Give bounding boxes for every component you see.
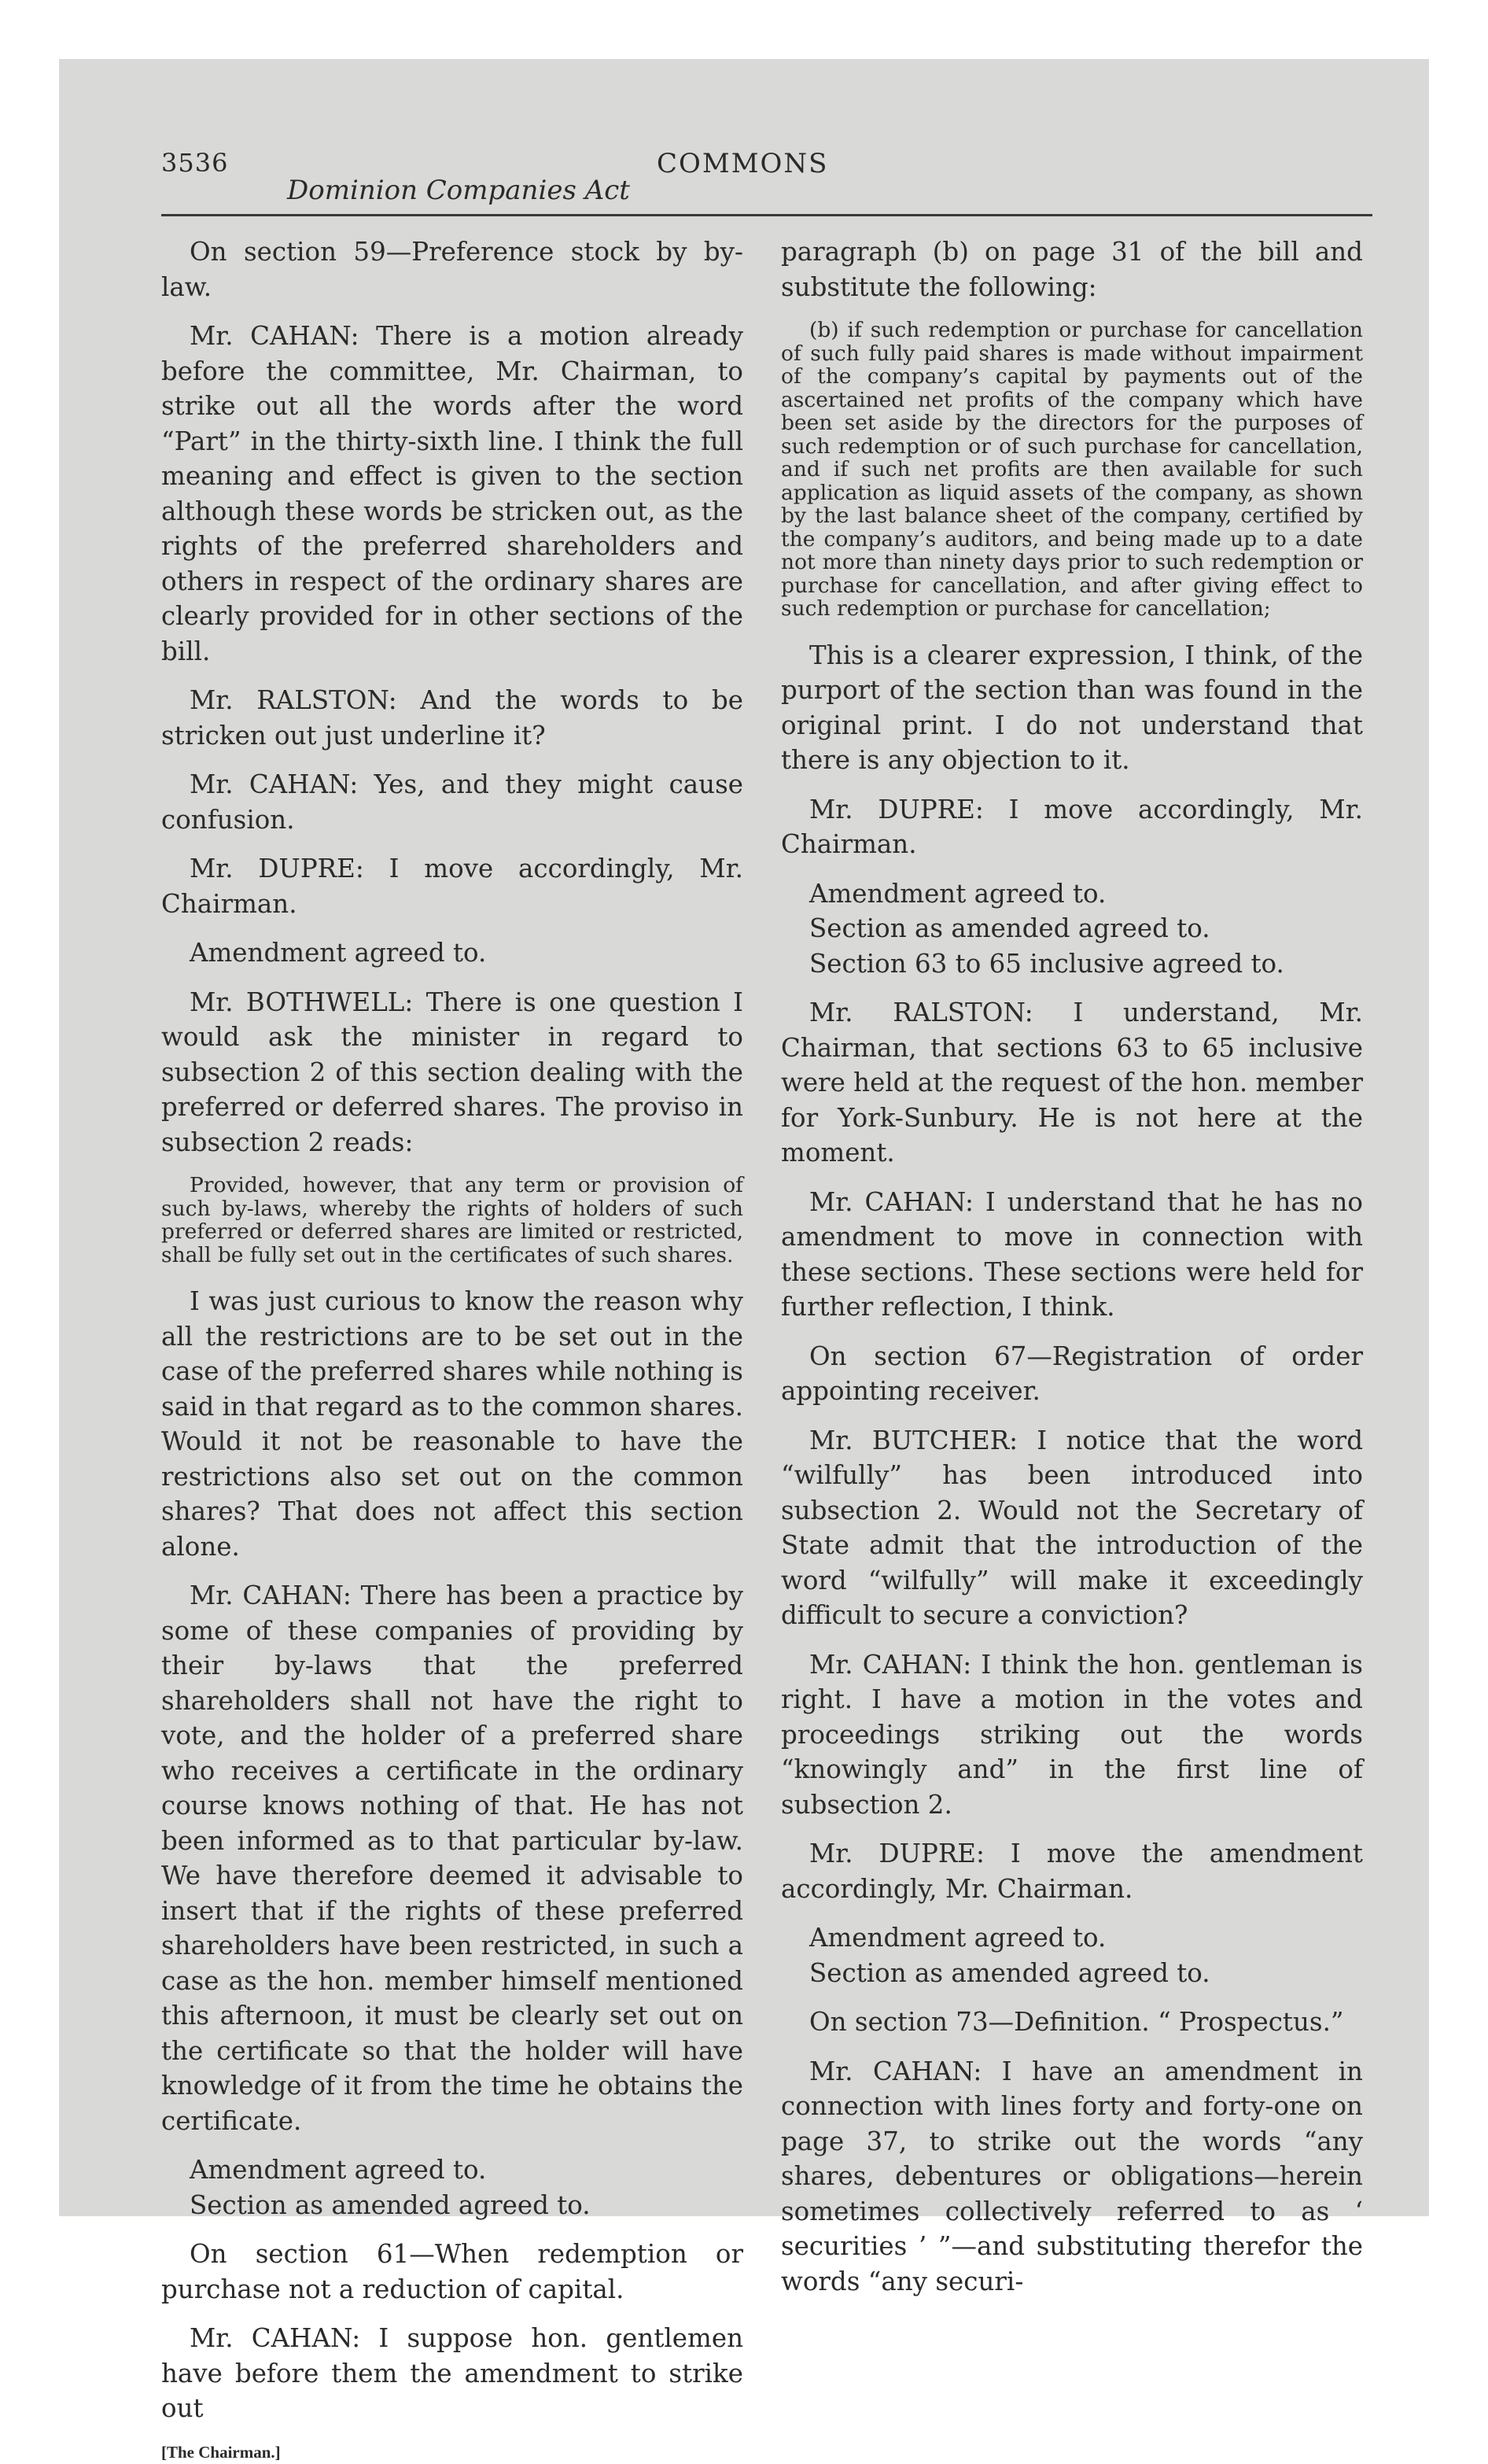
paragraph: Mr. BOTHWELL: There is one question I would ask the minister in regard to subsection 2 of this section dealing with the preferred or deferred shares. The proviso in subsection 2 reads: <box>161 987 743 1157</box>
paragraph: Mr. CAHAN: I think the hon. gentleman is right. I have a motion in the votes and proceedings striking out the words “knowingly and” in the first line of subsection 2. <box>781 1649 1363 1820</box>
paragraph: This is a clearer expression, I think, of the purport of the section than was found in the original print. I do not understand that there is any objection to it. <box>781 640 1363 775</box>
speaker-footer-tag: [The Chairman.] <box>161 2442 281 2462</box>
paragraph: Mr. CAHAN: Yes, and they might cause confusion. <box>161 769 743 835</box>
paragraph: Mr. DUPRE: I move the amendment accordingly, Mr. Chairman. <box>781 1839 1363 1904</box>
paragraph: Mr. RALSTON: I understand, Mr. Chairman, that sections 63 to 65 inclusive were held at the request of the hon. member for York-Sunbury. He is not here at the moment. <box>781 998 1363 1167</box>
paragraph: Mr. CAHAN: There has been a practice by some of these companies of providing by their by-laws that the preferred shareholders shall not have the right to vote, and the holder of a preferred share who receives a certificate in the ordinary course knows nothing of that. He has not been informed as to that particular by-law. We have therefore deemed it advisable to insert that if the rights of these preferred shareholders have been restricted, in such a case as the hon. member himself mentioned this afternoon, it must be clearly set out on the certificate so that the holder will have knowledge of it from the time he obtains the certificate. <box>161 1581 743 2136</box>
paragraph: I was just curious to know the reason why all the restrictions are to be set out in the case of the preferred shares while nothing is said in that regard as to the common shares. Would it not be reasonable to have the restrictions also set out on the common shares? That does not affect this section alone. <box>161 1286 743 1562</box>
running-title: Dominion Companies Act <box>287 175 630 206</box>
paragraph: Amendment agreed to. <box>190 2155 487 2185</box>
paragraph: Mr. DUPRE: I move accordingly, Mr. Chairman. <box>781 794 1363 859</box>
paragraph: Mr. CAHAN: I understand that he has no amendment to move in connection with these sections. These sections were held for further reflection, I think. <box>781 1186 1363 1322</box>
paragraph: Mr. CAHAN: I have an amendment in connection with lines forty and forty-one on page 37, to strike out the words “any shares, debentures or obligations—herein sometimes collectively referred to as ‘ securities ’ ”—and substituting therefor the words “any securi- <box>781 2056 1363 2296</box>
paragraph: Mr. RALSTON: And the words to be stricken out just underline it? <box>161 685 743 751</box>
page-number: 3536 <box>161 148 229 178</box>
paragraph: paragraph (b) on page 31 of the bill and substitute the following: <box>781 237 1363 302</box>
paragraph: On section 73—Definition. “ Prospectus.” <box>809 2007 1344 2037</box>
paragraph: On section 61—When redemption or purchase not a reduction of capital. <box>161 2239 743 2304</box>
paragraph: Amendment agreed to. <box>190 938 487 968</box>
paragraph: Mr. CAHAN: There is a motion already before the committee, Mr. Chairman, to strike out all the words after the word “Part” in the thirty-sixth line. I think the full meaning and effect is given to the section although these words be stricken out, as the rights of the preferred shareholders and others in respect of the ordinary shares are clearly provided for in other sections of the bill. <box>161 321 743 666</box>
quoted-passage: (b) if such redemption or purchase for cancellation of such fully paid shares is made without impairment of the company’s capital by payments out of the ascertained net profits of the company which have been set aside by the directors for the purposes of such redemption or of such purchase for cancellation, and if such net profits are then available for such application as liquid assets of the company, as shown by the last balance sheet of the company, certified by the company’s auditors, and being made up to a date not more than ninety days prior to such redemption or purchase for cancellation, and after giving effect to such redemption or purchase for cancellation; <box>781 318 1363 621</box>
left-column <box>161 234 743 2464</box>
paragraph: Section as amended agreed to. <box>190 2189 591 2220</box>
paragraph: Section 63 to 65 inclusive agreed to. <box>809 948 1284 979</box>
header-rule <box>161 214 1372 216</box>
paragraph: Amendment agreed to. <box>809 1923 1107 1953</box>
paragraph: Mr. BUTCHER: I notice that the word “wilfully” has been introduced into subsection 2. Would not the Secretary of State admit that the introduction of the word “wilfully” will make it exceedingly difficult to secure a conviction? <box>781 1425 1363 1630</box>
quoted-passage: Provided, however, that any term or provision of such by-laws, whereby the rights of holders of such preferred or deferred shares are limited or restricted, shall be fully set out in the certificates of such shares. <box>161 1173 743 1267</box>
paragraph: On section 59—Preference stock by by-law. <box>161 237 743 302</box>
paragraph: On section 67—Registration of order appointing receiver. <box>781 1341 1363 1406</box>
page-header <box>161 148 1372 211</box>
paragraph: Mr. CAHAN: I suppose hon. gentlemen have before them the amendment to strike out <box>161 2323 743 2423</box>
paragraph: Section as amended agreed to. <box>809 913 1210 943</box>
paragraph: Section as amended agreed to. <box>809 1957 1210 1988</box>
right-column <box>781 234 1363 2313</box>
paragraph: Amendment agreed to. <box>809 878 1107 909</box>
paragraph: Mr. DUPRE: I move accordingly, Mr. Chairman. <box>161 854 743 919</box>
journal-title: COMMONS <box>657 148 829 179</box>
